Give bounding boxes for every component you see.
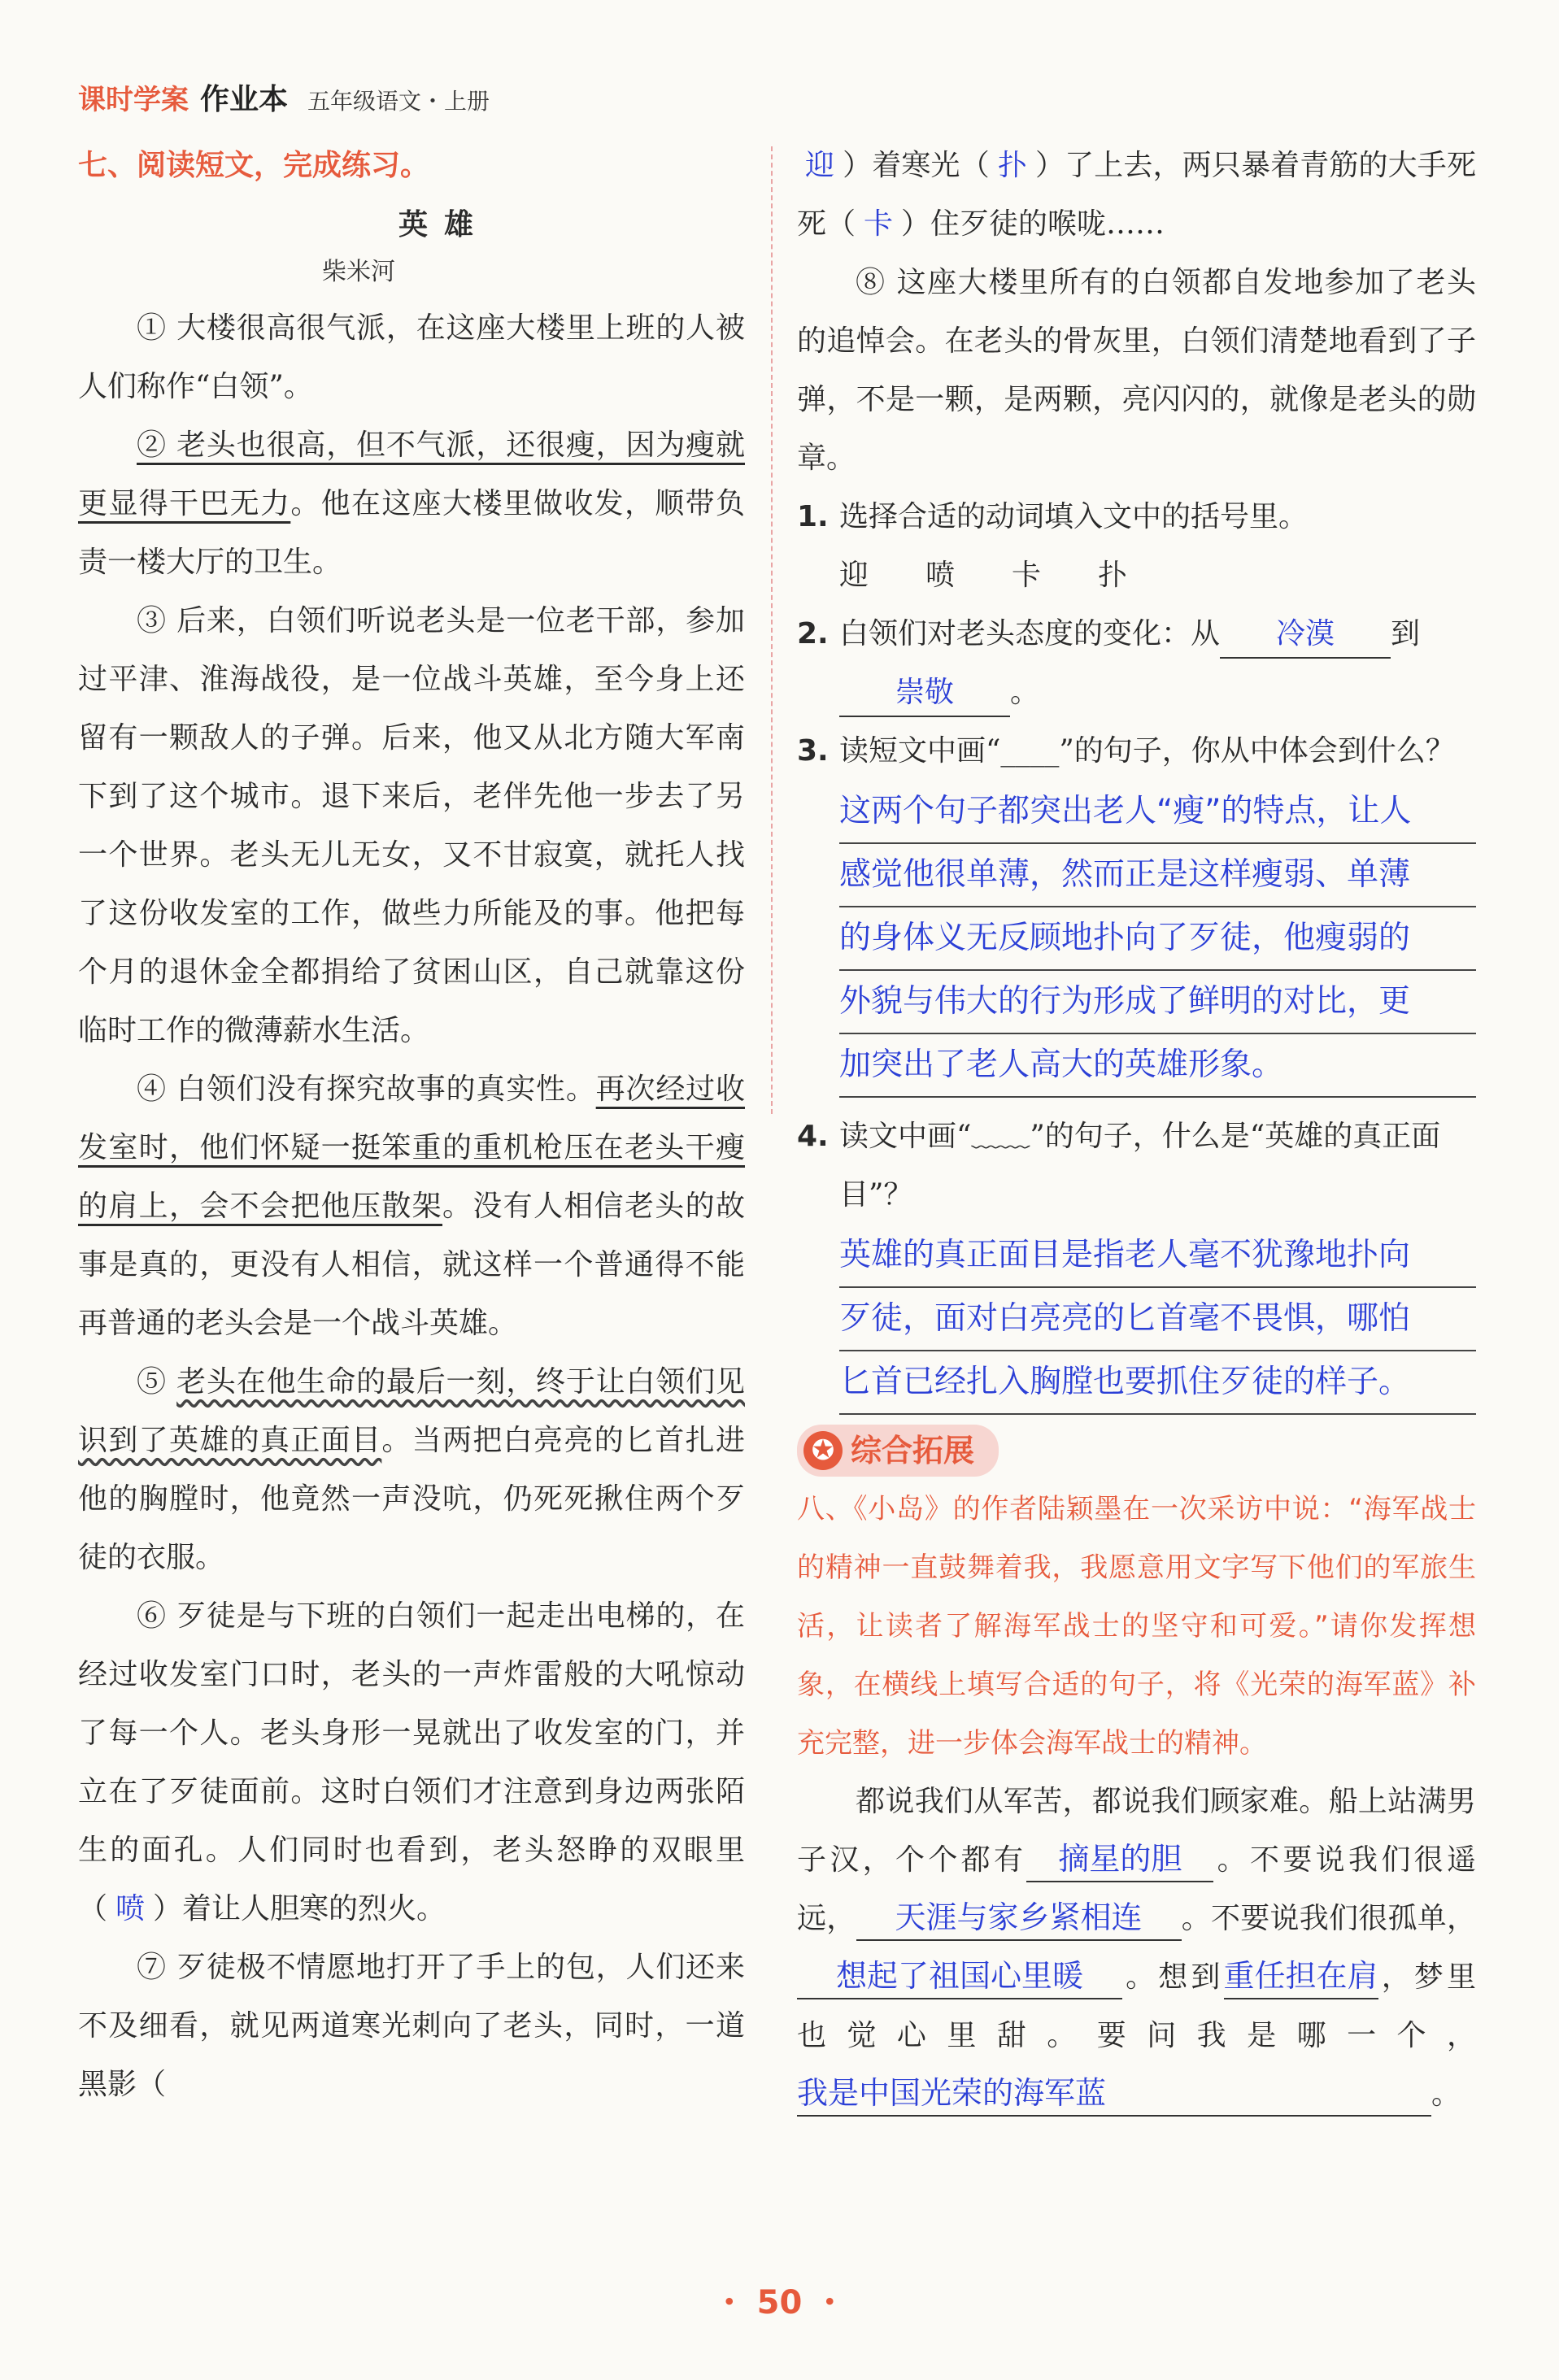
- grade-label: 五年级语文・上册: [307, 88, 490, 115]
- story-title: 英雄: [398, 207, 490, 241]
- left-column: [78, 137, 745, 2114]
- right-column: [797, 137, 1476, 2124]
- verb-option: 卡: [1012, 559, 1042, 592]
- star-icon: ✪: [803, 1431, 843, 1470]
- column-divider: [771, 146, 773, 1114]
- story-author: 柴米河: [322, 258, 395, 286]
- poem-blank[interactable]: 重任担在肩: [1224, 1954, 1378, 1999]
- answer-blank[interactable]: 崇敬: [839, 670, 1010, 717]
- page-number: ・ 50 ・: [712, 2284, 847, 2321]
- verb-option: 扑: [1098, 559, 1128, 592]
- poem-blank[interactable]: 摘星的胆: [1026, 1837, 1213, 1882]
- section-seven-title: 七、阅读短文，完成练习。: [78, 149, 430, 182]
- paragraph-6: ⑥ 歹徒是与下班的白领们一起走出电梯的，在经过收发室门口时，老头的一声炸雷般的大吼惊动了每一个人。老头身形一晃就出了收发室的门，并立在了歹徒面前。这时白领们才注意到身边两张陌生的面孔。人们同时也看到，老头怒睁的双眼里（ 喷 ）着让人胆寒的烈火。: [78, 1599, 745, 1925]
- poem-blank[interactable]: 天涯与家乡紧相连: [856, 1895, 1182, 1941]
- handwritten-answer: 迎: [805, 149, 835, 182]
- question-4: 4. 读文中画“﹏﹏”的句子，什么是“英雄的真正面目”？: [797, 1120, 1441, 1212]
- poem-fill-in: 都说我们从军苦，都说我们顾家难。船上站满男子汉，个个都有 摘星的胆 。不要说我们很遥远， 天涯与家乡紧相连 。不要说我们很孤单，想起了祖国心里暖 。想到重任担在肩，梦里也觉心里甜。要问我是哪一个，我是中国光荣的海军蓝 。: [797, 1773, 1476, 2124]
- paragraph-7-continued: 迎 ）着寒光（ 扑 ）了上去，两只暴着青筋的大手死死（ 卡 ）住歹徒的喉咙……: [797, 149, 1476, 241]
- paragraph-5: ⑤ 老头在他生命的最后一刻，终于让白领们见识到了英雄的真正面目。当两把白亮亮的匕首扎进他的胸膛时，他竟然一声没吭，仍死死揪住两个歹徒的衣服。: [78, 1365, 745, 1574]
- poem-blank[interactable]: 想起了祖国心里暖: [797, 1954, 1122, 1999]
- underlined-sentence: 再次经过收发室时，他们怀疑一挺笨重的重机枪压在老头干瘦的肩上，会不会把他压散架: [78, 1073, 745, 1223]
- paragraph-4: ④ 白领们没有探究故事的真实性。再次经过收发室时，他们怀疑一挺笨重的重机枪压在老头干瘦的肩上，会不会把他压散架。没有人相信老头的故事是真的，更没有人相信，就这样一个普通得不能再普通的老头会是一个战斗英雄。: [78, 1073, 745, 1340]
- paragraph-7-start: ⑦ 歹徒极不情愿地打开了手上的包，人们还来不及细看，就见两道寒光刺向了老头，同时，一道黑影（: [78, 1951, 745, 2101]
- verb-options: [797, 546, 1476, 605]
- extension-badge: ✪ 综合拓展: [797, 1425, 999, 1477]
- question-4-answer[interactable]: 英雄的真正面目是指老人毫不犹豫地扑向 歹徒，面对白亮亮的匕首毫不畏惧，哪怕 匕首已经扎入胸膛也要抓住歹徒的样子。: [797, 1225, 1476, 1415]
- poem-blank[interactable]: 我是中国光荣的海军蓝: [797, 2071, 1431, 2117]
- section-eight-task: 八、《小岛》的作者陆颖墨在一次采访中说：“海军战士的精神一直鼓舞着我，我愿意用文字写下他们的军旅生活，让读者了解海军战士的坚守和可爱。”请你发挥想象，在横线上填写合适的句子，将《光荣的海军蓝》补充完整，进一步体会海军战士的精神。: [797, 1493, 1476, 1760]
- verb-option: 迎: [839, 559, 869, 592]
- wavy-underlined-sentence: 老头在他生命的最后一刻，终于让白领们见识到了英雄的真正面目: [78, 1365, 745, 1457]
- handwritten-answer: 卡: [864, 207, 894, 241]
- underlined-sentence: ② 老头也很高，但不气派，还很瘦，因为瘦就更显得干巴无力: [78, 429, 745, 520]
- paragraph-8: ⑧ 这座大楼里所有的白领都自发地参加了老头的追悼会。在老头的骨灰里，白领们清楚地看到了子弹，不是一颗，是两颗，亮闪闪的，就像是老头的勋章。: [797, 266, 1476, 475]
- answer-blank[interactable]: 冷漠: [1220, 611, 1391, 659]
- book-name: 作业本: [200, 83, 289, 116]
- verb-option: 喷: [925, 559, 956, 592]
- question-3: 3. 读短文中画“____”的句子，你从中体会到什么？: [797, 734, 1455, 768]
- paragraph-3: ③ 后来，白领们听说老头是一位老干部，参加过平津、淮海战役，是一位战斗英雄，至今身上还留有一颗敌人的子弹。后来，他又从北方随大军南下到了这个城市。退下来后，老伴先他一步去了另一个世界。老头无儿无女，又不甘寂寞，就托人找了这份收发室的工作，做些力所能及的事。他把每个月的退休金全都捐给了贫困山区，自己就靠这份临时工作的微薄薪水生活。: [78, 604, 745, 1047]
- handwritten-answer: 扑: [997, 149, 1027, 182]
- question-3-answer[interactable]: 这两个句子都突出老人“瘦”的特点，让人 感觉他很单薄，然而正是这样瘦弱、单薄 的身体义无反顾地扑向了歹徒，他瘦弱的 外貌与伟大的行为形成了鲜明的对比，更 加突出了老人高大的英雄形象。: [797, 781, 1476, 1098]
- page-header: [78, 76, 490, 117]
- paragraph-2: ② 老头也很高，但不气派，还很瘦，因为瘦就更显得干巴无力。他在这座大楼里做收发，顺带负责一楼大厅的卫生。: [78, 429, 745, 579]
- brand-name: 课时学案: [78, 84, 189, 116]
- handwritten-answer: 喷: [115, 1892, 146, 1925]
- question-1: 1. 选择合适的动词填入文中的括号里。: [797, 500, 1309, 533]
- question-2: 2. 白领们对老头态度的变化：从 冷漠 到 崇敬 。: [797, 605, 1476, 722]
- paragraph-1: ① 大楼很高很气派，在这座大楼里上班的人被人们称作“白领”。: [78, 311, 745, 403]
